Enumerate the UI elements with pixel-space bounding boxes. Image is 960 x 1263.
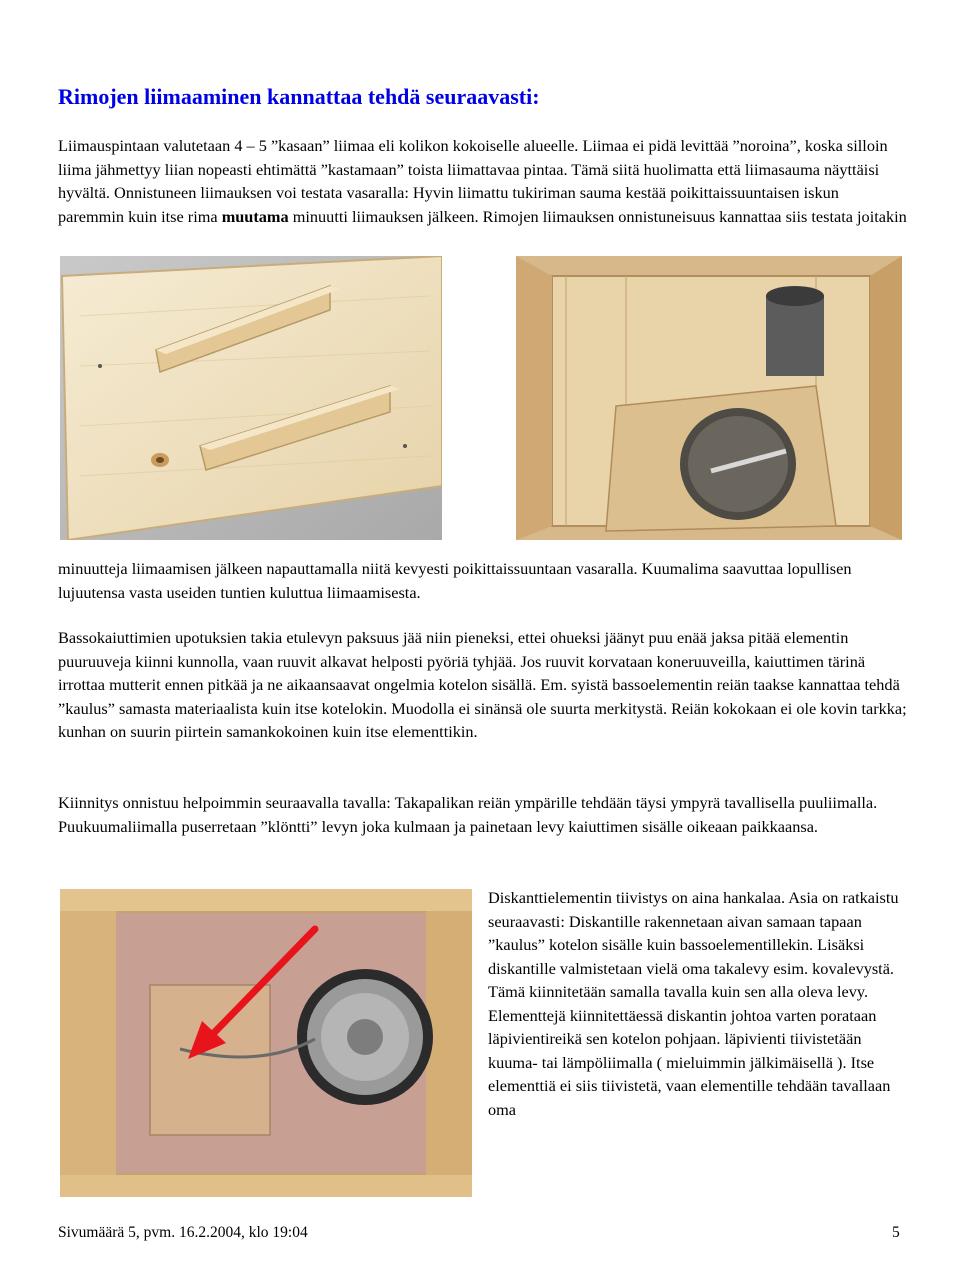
photo-glued-strips [60,256,442,540]
paragraph-tweeter: Diskanttielementin tiivistys on aina hankalaa. Asia on ratkaistu seuraavasti: Diskantille rakennetaan aivan samaan tapaan ”kaulus” kotelon sisälle kuin bassoelementillekin. Lisäksi diskantille valmistetaan vielä oma takalevy esim. kovalevystä. Tämä kiinnitetään samalla tavalla kuin sen alla oleva levy. Elementtejä kiinnitettäessä diskantin johtoa varten porataan läpivientireikä sen kotelon pohjaan. läpivienti tiivistetään kuuma- tai lämpöliimalla ( mieluimmin jälkimäisellä ). Itse elementtiä ei siis tiivistetä, vaan elementille tehdään tavallaan oma [488,888,899,1119]
section-heading: Rimojen liimaaminen kannattaa tehdä seuraavasti: [58,84,540,109]
paragraph-mounting: Kiinnitys onnistuu helpoimmin seuraavalla tavalla: Takapalikan reiän ympärille tehdään täysi ympyrä tavallisella puuliimalla. Puukuumaliimalla puserretaan ”klöntti” levyn joka kulmaan ja painetaan levy kaiuttimen sisälle oikeaan paikkaansa. [58,793,878,836]
footer-date: Sivumäärä 5, pvm. 16.2.2004, klo 19:04 [58,1224,308,1241]
paragraph-gluing-text-2: minuutti liimauksen jälkeen. Rimojen liimauksen onnistuneisuus kannattaa siis testata joitakin [288,206,907,226]
paragraph-testing: minuutteja liimaamisen jälkeen napauttamalla niitä kevyesti poikittaissuuntaan vasaralla. Kuumalima saavuttaa lopullisen lujuutensa vasta useiden tuntien kuluttua liimaamisesta. [58,559,852,602]
paragraph-gluing-text-1: Liimauspintaan valutetaan 4 – 5 ”kasaan” liimaa eli kolikon kokoiselle alueelle. Liimaa ei pidä levittää ”noroina”, koska silloin liima jähmettyy liian nopeasti ehtimättä ”kastamaan” toista liimattavaa pintaa. Tämä siitä huolimatta että liimasauma näyttäisi hyvältä. Onnistuneen liimauksen voi testata vasaralla: Hyvin liimattu tukiriman sauma kestää poikittaissuuntaisen iskun paremmin kuin itse rima [58,136,888,226]
photo-box-interior [516,256,902,540]
paragraph-gluing [58,134,908,228]
footer-page-number: 5 [892,1224,900,1241]
paragraph-bass-element: Bassokaiuttimien upotuksien takia etulevyn paksuus jää niin pieneksi, ettei ohueksi jäänyt puu enää jaksa pitää elementin puuruuveja kiinni kunnolla, vaan ruuvit alkavat helposti pyöriä tyhjää. Jos ruuvit korvataan koneruuveilla, kaiuttimen tärinä irrottaa mutterit ennen pitkää ja ne aikaansaavat ongelmia kotelon sisällä. Em. syistä bassoelementin reiän taakse kannattaa tehdä ”kaulus” samasta materiaalista kuin itse kotelokin. Muodolla ei sinänsä ole suurta merkitystä. Reiän kokokaan ei ole kovin tarkka; kunhan on suurin piirtein samankokoinen kuin itse elementtikin. [58,628,907,741]
paragraph-gluing-bold: muutama [221,206,289,226]
photo-speaker-box [60,889,472,1197]
